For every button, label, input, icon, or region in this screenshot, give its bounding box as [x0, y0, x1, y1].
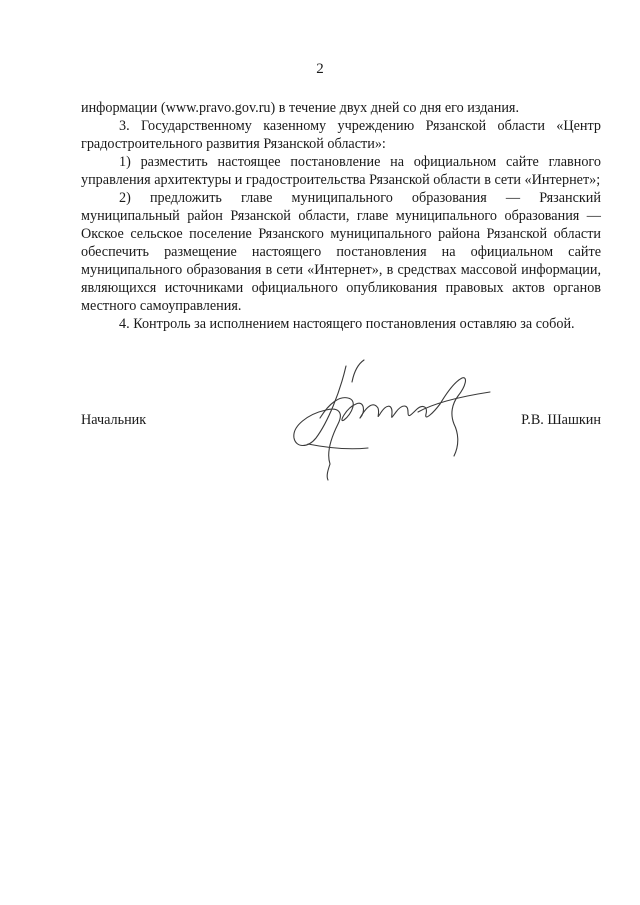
paragraph-subitem-1: 1) разместить настоящее постановление на официальном сайте главного управления архитектуры и градостроительства Рязанской области в сети «Интернет»; [81, 154, 601, 188]
document-body [81, 99, 601, 333]
paragraph-continuation: информации (www.pravo.gov.ru) в течение двух дней со дня его издания. [81, 100, 519, 116]
paragraph-item-4: 4. Контроль за исполнением настоящего постановления оставляю за собой. [119, 316, 575, 332]
signatory-title: Начальник [81, 412, 147, 428]
handwritten-signature [268, 352, 498, 482]
signatory-name: Р.В. Шашкин [521, 412, 601, 428]
paragraph-subitem-2: 2) предложить главе муниципального образования — Рязанский муниципальный район Рязанской области, главе муниципального образования — Окское сельское поселение Рязанского муниципального района Рязанской области обеспечить размещение настоящего постановления на официальном сайте муниципального образования в сети «Интернет», в средствах массовой информации, являющихся источниками официального опубликования правовых актов органов местного самоуправления. [81, 190, 601, 314]
page-number: 2 [316, 61, 324, 77]
paragraph-item-3: 3. Государственному казенному учреждению Рязанской области «Центр градостроительного развития Рязанской области»: [81, 118, 601, 152]
